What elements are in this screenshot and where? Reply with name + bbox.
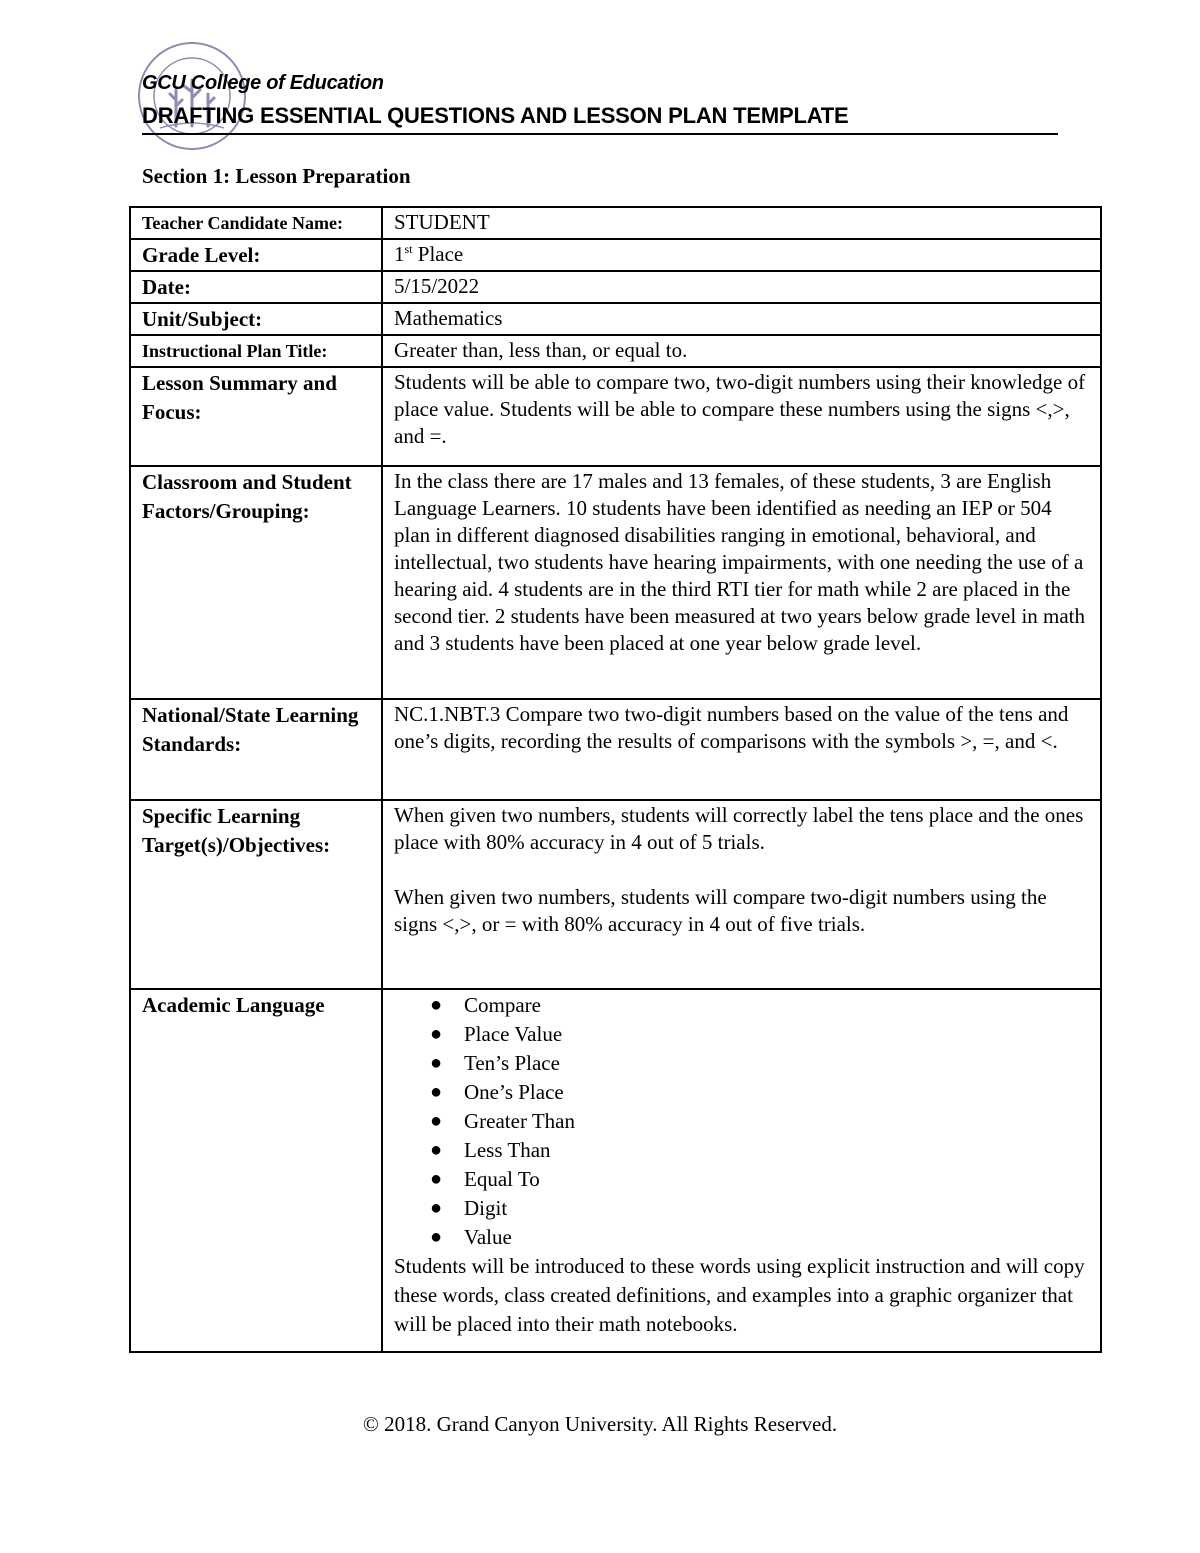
unit-subject-label: Unit/Subject:: [130, 303, 382, 335]
list-item: [394, 1136, 1090, 1165]
table-row: [130, 367, 1101, 466]
date-value: 5/15/2022: [382, 271, 1101, 303]
table-row: [130, 466, 1101, 699]
table-row: [130, 335, 1101, 367]
college-name: GCU College of Education: [142, 72, 384, 94]
classroom-factors-label: Classroom and Student Factors/Grouping:: [130, 466, 382, 699]
bullet-icon: ●: [430, 1197, 443, 1219]
grade-rest: Place: [412, 242, 464, 266]
list-item: [394, 1194, 1090, 1223]
section-title: Section 1: Lesson Preparation: [142, 164, 411, 188]
bullet-icon: ●: [430, 1023, 443, 1045]
table-row: [130, 989, 1101, 1352]
list-item: [394, 1049, 1090, 1078]
table-row: [130, 699, 1101, 800]
vocab-term: Compare: [464, 993, 541, 1017]
list-item: [394, 1020, 1090, 1049]
table-row: [130, 271, 1101, 303]
lesson-preparation-table: [129, 206, 1102, 1353]
grade-level-value: [382, 239, 1101, 271]
bullet-icon: ●: [430, 1226, 443, 1248]
table-row: [130, 303, 1101, 335]
plan-title-label: Instructional Plan Title:: [130, 335, 382, 367]
gcu-seal-logo: [136, 40, 248, 152]
table-row: [130, 239, 1101, 271]
list-item: [394, 1223, 1090, 1252]
lesson-summary-value: Students will be able to compare two, two-digit numbers using their knowledge of place value. Students will be able to compare these numbers using the signs <,>, and =.: [382, 367, 1101, 466]
academic-language-label: Academic Language: [130, 989, 382, 1352]
document-title: DRAFTING ESSENTIAL QUESTIONS AND LESSON PLAN TEMPLATE: [142, 103, 849, 128]
date-label: Date:: [130, 271, 382, 303]
list-item: [394, 1078, 1090, 1107]
vocab-term: Digit: [464, 1196, 508, 1220]
header-divider: [142, 133, 1058, 135]
vocab-term: One’s Place: [464, 1080, 564, 1104]
bullet-icon: ●: [430, 1139, 443, 1161]
unit-subject-value: Mathematics: [382, 303, 1101, 335]
learning-standards-value: NC.1.NBT.3 Compare two two-digit numbers based on the value of the tens and one’s digits, recording the results of comparisons with the symbols >, =, and <.: [382, 699, 1101, 800]
list-item: [394, 1165, 1090, 1194]
teacher-name-value: STUDENT: [382, 207, 1101, 239]
grade-number: 1: [394, 242, 405, 266]
classroom-factors-value: In the class there are 17 males and 13 females, of these students, 3 are English Language Learners. 10 students have been identified as needing an IEP or 504 plan in different diagnosed disabilities ranging in emotional, behavioral, and intellectual, two students have hearing impairments, with one needing the use of a hearing aid. 4 students are in the third RTI tier for math while 2 are placed in the second tier. 2 students have been measured at two years below grade level in math and 3 students have been placed at one year below grade level.: [382, 466, 1101, 699]
seal-graphic: [136, 40, 248, 152]
bullet-icon: ●: [430, 1081, 443, 1103]
table-row: [130, 800, 1101, 989]
grade-level-label: Grade Level:: [130, 239, 382, 271]
bullet-icon: ●: [430, 994, 443, 1016]
vocab-term: Greater Than: [464, 1109, 575, 1133]
vocab-term: Equal To: [464, 1167, 540, 1191]
objective-2: When given two numbers, students will compare two-digit numbers using the signs <,>, or = with 80% accuracy in 4 out of five trials.: [394, 885, 1047, 936]
vocabulary-list: [394, 991, 1090, 1252]
objectives-value: [382, 800, 1101, 989]
table-row: [130, 207, 1101, 239]
objectives-label: Specific Learning Target(s)/Objectives:: [130, 800, 382, 989]
objective-1: When given two numbers, students will correctly label the tens place and the ones place with 80% accuracy in 4 out of 5 trials.: [394, 803, 1084, 854]
teacher-name-label: Teacher Candidate Name:: [130, 207, 382, 239]
vocab-term: Less Than: [464, 1138, 551, 1162]
list-item: [394, 1107, 1090, 1136]
lesson-summary-label: Lesson Summary and Focus:: [130, 367, 382, 466]
bullet-icon: ●: [430, 1052, 443, 1074]
vocab-term: Place Value: [464, 1022, 563, 1046]
copyright-footer: © 2018. Grand Canyon University. All Rights Reserved.: [362, 1412, 838, 1436]
grade-ordinal-suffix: st: [404, 242, 413, 256]
bullet-icon: ●: [430, 1168, 443, 1190]
learning-standards-label: National/State Learning Standards:: [130, 699, 382, 800]
vocab-term: Value: [464, 1225, 512, 1249]
plan-title-value: Greater than, less than, or equal to.: [382, 335, 1101, 367]
list-item: [394, 991, 1090, 1020]
vocab-term: Ten’s Place: [464, 1051, 560, 1075]
academic-language-note: Students will be introduced to these words using explicit instruction and will copy these words, class created definitions, and examples into a graphic organizer that will be placed into their math notebooks.: [394, 1254, 1085, 1336]
bullet-icon: ●: [430, 1110, 443, 1132]
academic-language-value: [382, 989, 1101, 1352]
